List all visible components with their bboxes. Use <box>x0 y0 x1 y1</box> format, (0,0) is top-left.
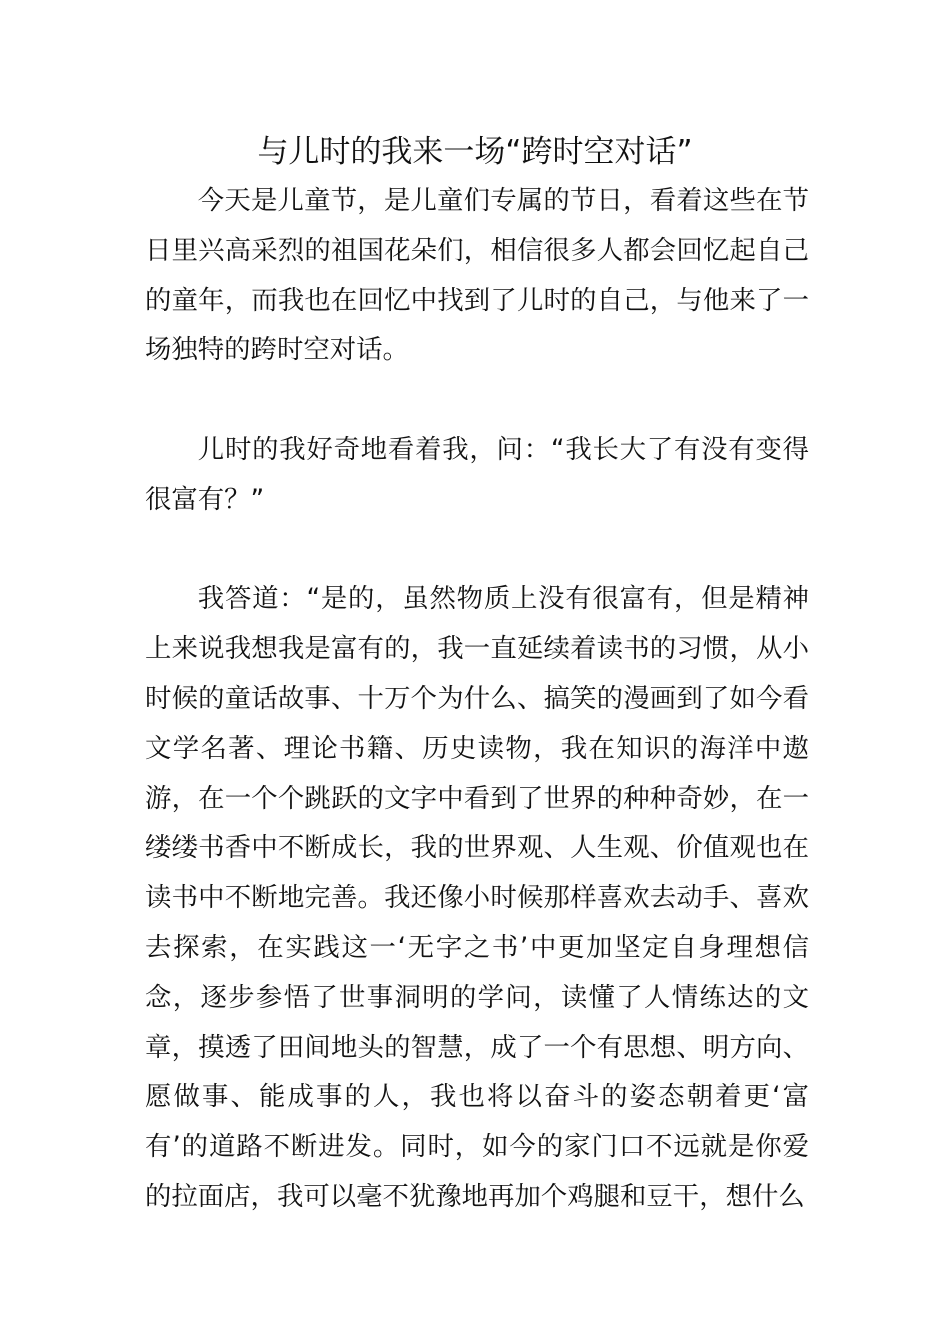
paragraph-answer: 我答道：“是的，虽然物质上没有很富有，但是精神上来说我想我是富有的，我一直延续着读书的习惯，从小时候的童话故事、十万个为什么、搞笑的漫画到了如今看文学名著、理论书籍、历史读物，我在知识的海洋中遨游，在一个个跳跃的文字中看到了世界的种种奇妙，在一缕缕书香中不断成长，我的世界观、人生观、价值观也在读书中不断地完善。我还像小时候那样喜欢去动手、喜欢去探索，在实践这一‘无字之书’中更加坚定自身理想信念，逐步参悟了世事洞明的学问，读懂了人情练达的文章，摸透了田间地头的智慧，成了一个有思想、明方向、愿做事、能成事的人，我也将以奋斗的姿态朝着更‘富有’的道路不断进发。同时，如今的家门口不远就是你爱的拉面店，我可以毫不犹豫地再加个鸡腿和豆干，想什么 <box>145 583 809 1212</box>
paragraph-spacer <box>145 525 809 575</box>
document-title: 与儿时的我来一场“跨时空对话” <box>257 134 693 170</box>
paragraph-question: 儿时的我好奇地看着我，问：“我长大了有没有变得很富有？” <box>145 433 809 515</box>
paragraph-spacer <box>145 375 809 425</box>
document-body <box>145 176 809 1222</box>
paragraph-intro: 今天是儿童节，是儿童们专属的节日，看着这些在节日里兴高采烈的祖国花朵们，相信很多人都会回忆起自己的童年，而我也在回忆中找到了儿时的自己，与他来了一场独特的跨时空对话。 <box>145 185 809 366</box>
